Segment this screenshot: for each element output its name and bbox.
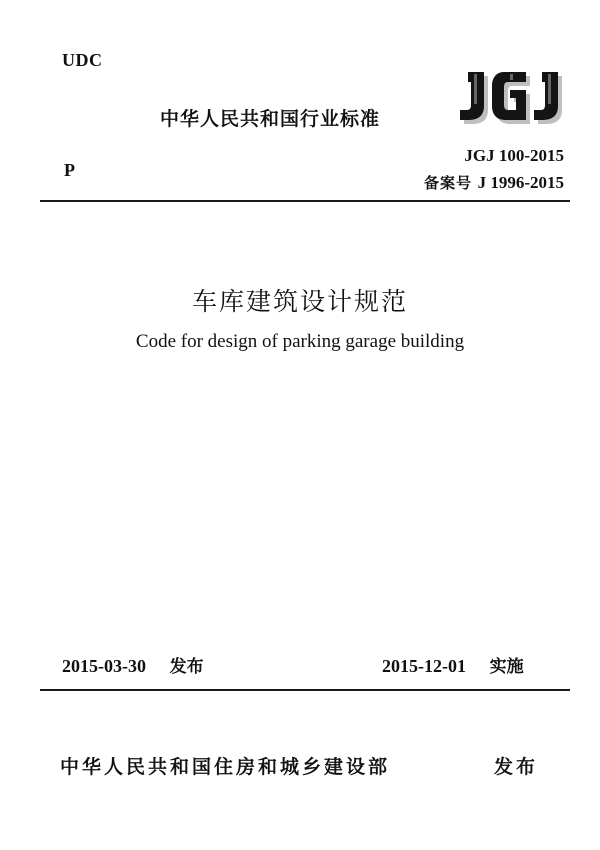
industry-standard-heading: 中华人民共和国行业标准 [160,108,381,130]
issue-label: 发布 [169,657,204,677]
publisher-action: 发布 [494,756,539,778]
issue-date-row [62,652,204,677]
publisher-name: 中华人民共和国住房和城乡建设部 [60,756,391,778]
implement-date: 2015-12-01 [382,656,466,676]
implement-label: 实施 [489,657,524,677]
jgj-logo [458,70,568,128]
top-divider [40,200,570,202]
title-english: Code for design of parking garage building [135,331,465,352]
standard-number: JGJ 100-2015 [464,146,564,165]
filing-number [424,172,564,193]
issue-date: 2015-03-30 [62,656,146,676]
filing-value: J 1996-2015 [477,173,564,192]
bottom-divider [40,689,570,691]
filing-label: 备案号 [423,174,472,192]
category-letter: P [64,160,75,180]
implement-date-row [382,652,524,677]
title-chinese: 车库建筑设计规范 [191,287,408,316]
udc-code: UDC [62,50,103,70]
